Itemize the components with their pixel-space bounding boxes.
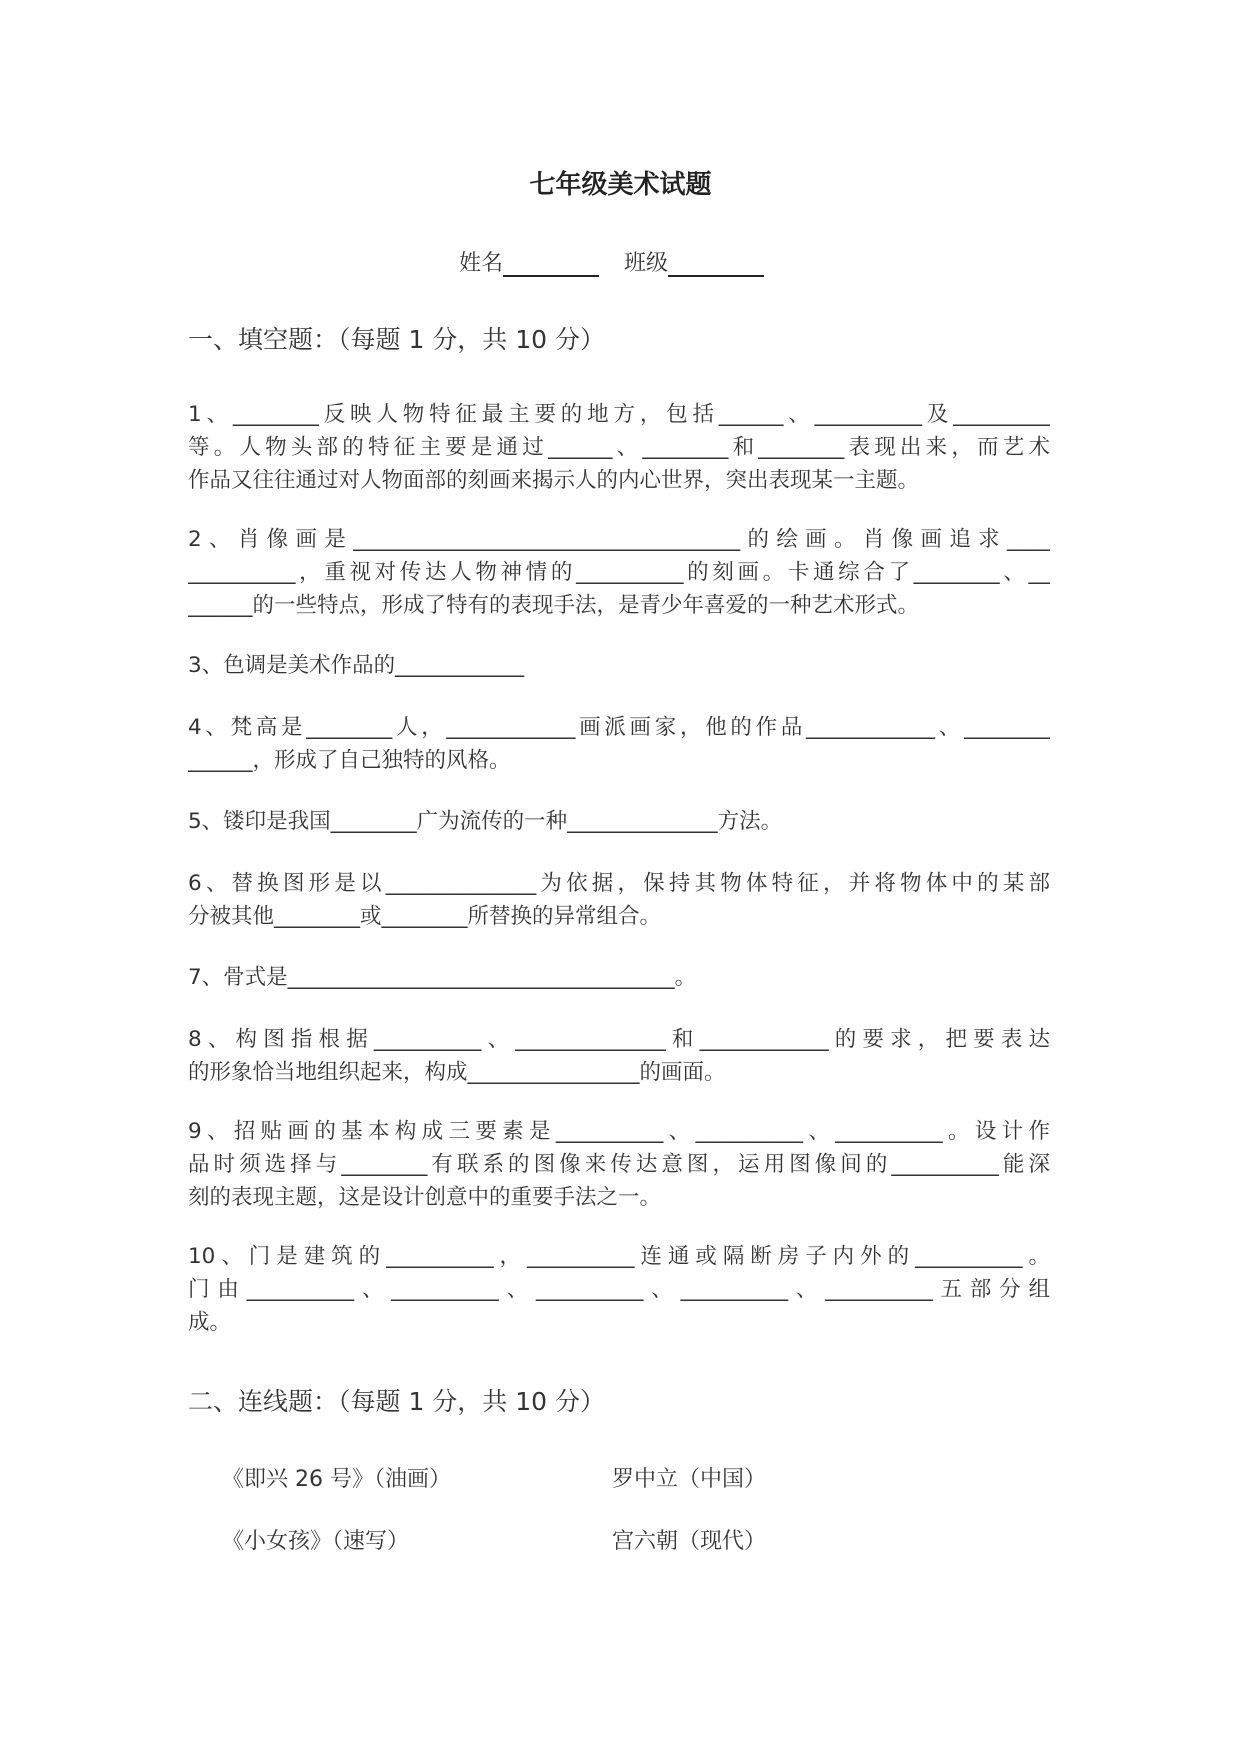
question-6 <box>188 867 1050 933</box>
question-line: 8、构图指根据__________、______________和____________的要求，把要表达 <box>188 1027 1050 1052</box>
question-line: 分被其他________或________所替换的异常组合。 <box>188 904 662 929</box>
question-line: 门由__________、__________、__________、__________、__________五部分组 <box>188 1277 1050 1302</box>
question-line: __________，重视对传达人物神情的__________的刻画。卡通综合了________、__ <box>188 560 1050 585</box>
question-9 <box>188 1115 1050 1214</box>
question-line: 等。人物头部的特征主要是通过______、________和________表现出来，而艺术 <box>188 435 1050 460</box>
class-label: 班级 <box>624 251 669 276</box>
question-line: 2、肖像画是____________________________________的绘画。肖像画追求____ <box>188 527 1050 552</box>
matching-right-item: 宫六朝（现代） <box>612 1529 767 1554</box>
page-title: 七年级美术试题 <box>529 170 712 200</box>
matching-left-item: 《小女孩》（速写） <box>222 1529 410 1554</box>
question-line: 1、________反映人物特征最主要的地方，包括______、__________及_________ <box>188 402 1050 427</box>
name-label: 姓名 <box>458 251 503 276</box>
question-5 <box>188 805 1050 838</box>
question-line: 成。 <box>188 1310 232 1335</box>
section-heading-fill-blank: 一、填空题：（每题 1 分，共 10 分） <box>188 325 606 354</box>
matching-right-item: 罗中立（中国） <box>612 1467 767 1492</box>
student-info <box>0 246 1241 277</box>
class-blank[interactable] <box>668 251 764 277</box>
question-4 <box>188 711 1050 777</box>
question-line: 作品又往往通过对人物面部的刻画来揭示人的内心世界，突出表现某一主题。 <box>188 468 920 493</box>
question-line: 品时须选择与________有联系的图像来传达意图，运用图像间的__________能深 <box>188 1152 1050 1177</box>
question-7 <box>188 961 1050 994</box>
question-8 <box>188 1023 1050 1089</box>
question-line: ______，形成了自己独特的风格。 <box>188 748 511 773</box>
question-line: 4、梵高是________人，____________画派画家，他的作品____________、________ <box>188 715 1050 740</box>
question-line: ______的一些特点，形成了特有的表现手法，是青少年喜爱的一种艺术形式。 <box>188 593 920 618</box>
question-line: 3、色调是美术作品的____________ <box>188 653 525 678</box>
name-blank[interactable] <box>503 251 599 277</box>
question-line: 刻的表现主题，这是设计创意中的重要手法之一。 <box>188 1185 662 1210</box>
question-line: 的形象恰当地组织起来，构成________________的画面。 <box>188 1060 726 1085</box>
question-line: 7、骨式是____________________________________。 <box>188 965 697 990</box>
question-3 <box>188 649 1050 682</box>
question-line: 10、门是建筑的__________，__________连通或隔断房子内外的__________。 <box>188 1244 1050 1269</box>
question-2 <box>188 523 1050 622</box>
section-heading-matching: 二、连线题：（每题 1 分，共 10 分） <box>188 1387 606 1416</box>
question-10 <box>188 1240 1050 1339</box>
question-line: 5、镂印是我国________广为流传的一种______________方法。 <box>188 809 783 834</box>
question-line: 9、招贴画的基本构成三要素是__________、__________、__________。设计作 <box>188 1119 1050 1144</box>
matching-left-item: 《即兴 26 号》（油画） <box>222 1467 451 1492</box>
question-1 <box>188 398 1050 497</box>
question-line: 6、替换图形是以______________为依据，保持其物体特征，并将物体中的某部 <box>188 871 1050 896</box>
